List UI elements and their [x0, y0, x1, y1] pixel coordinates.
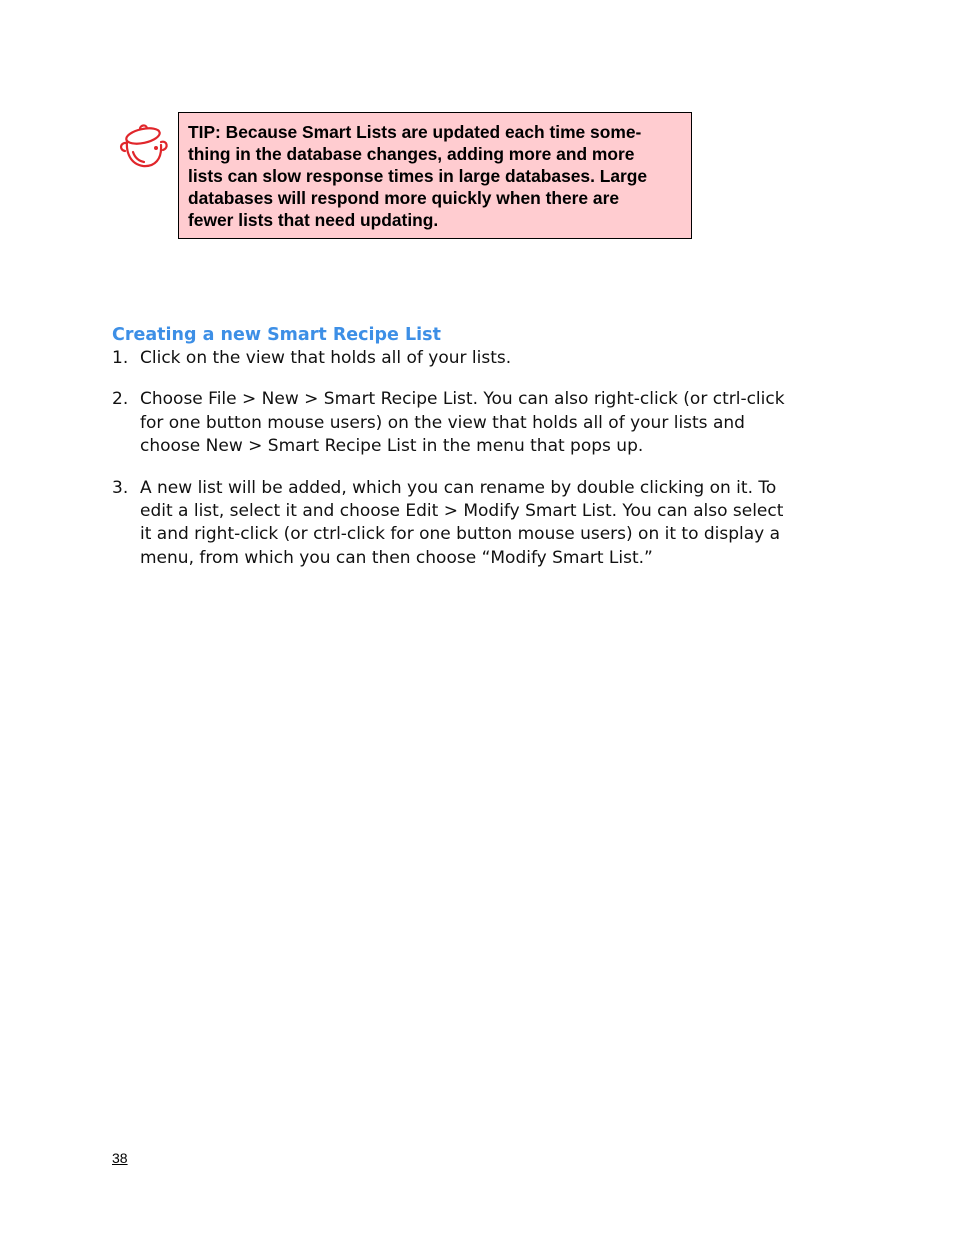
- step-line: A new list will be added, which you can rename by double clicking on it. To: [140, 477, 777, 498]
- tip-line: thing in the database changes, adding more and more: [188, 144, 635, 164]
- tip-line: databases will respond more quickly when there are: [188, 188, 620, 208]
- step-number: 1.: [112, 348, 129, 368]
- tip-line: lists can slow response times in large databases. Large: [188, 166, 648, 186]
- step-item: [112, 388, 852, 458]
- tip-line: TIP: Because Smart Lists are updated each time some-: [188, 122, 642, 142]
- section-heading: Creating a new Smart Recipe List: [112, 325, 441, 345]
- step-number: 2.: [112, 389, 129, 410]
- cooking-pot-icon: [116, 122, 170, 172]
- step-text: [140, 477, 852, 571]
- steps-list: [112, 347, 852, 588]
- step-line: for one button mouse users) on the view that holds all of your lists and: [140, 412, 745, 433]
- step-line: it and right-click (or ctrl-click for one button mouse users) on it to display a: [140, 524, 781, 545]
- step-item: [112, 477, 852, 571]
- step-line: Click on the view that holds all of your lists.: [140, 348, 512, 368]
- step-line: Choose File > New > Smart Recipe List. You can also right-click (or ctrl-click: [140, 389, 785, 410]
- step-text: [140, 347, 852, 370]
- step-line: edit a list, select it and choose Edit > Modify Smart List. You can also select: [140, 501, 784, 522]
- tip-callout: [178, 112, 692, 239]
- step-number: 3.: [112, 477, 129, 498]
- step-item: [112, 347, 852, 370]
- tip-line: fewer lists that need updating.: [188, 210, 439, 230]
- page-number: 38: [112, 1150, 128, 1166]
- step-line: choose New > Smart Recipe List in the menu that pops up.: [140, 436, 644, 457]
- step-text: [140, 388, 852, 458]
- step-line: menu, from which you can then choose “Modify Smart List.”: [140, 547, 653, 568]
